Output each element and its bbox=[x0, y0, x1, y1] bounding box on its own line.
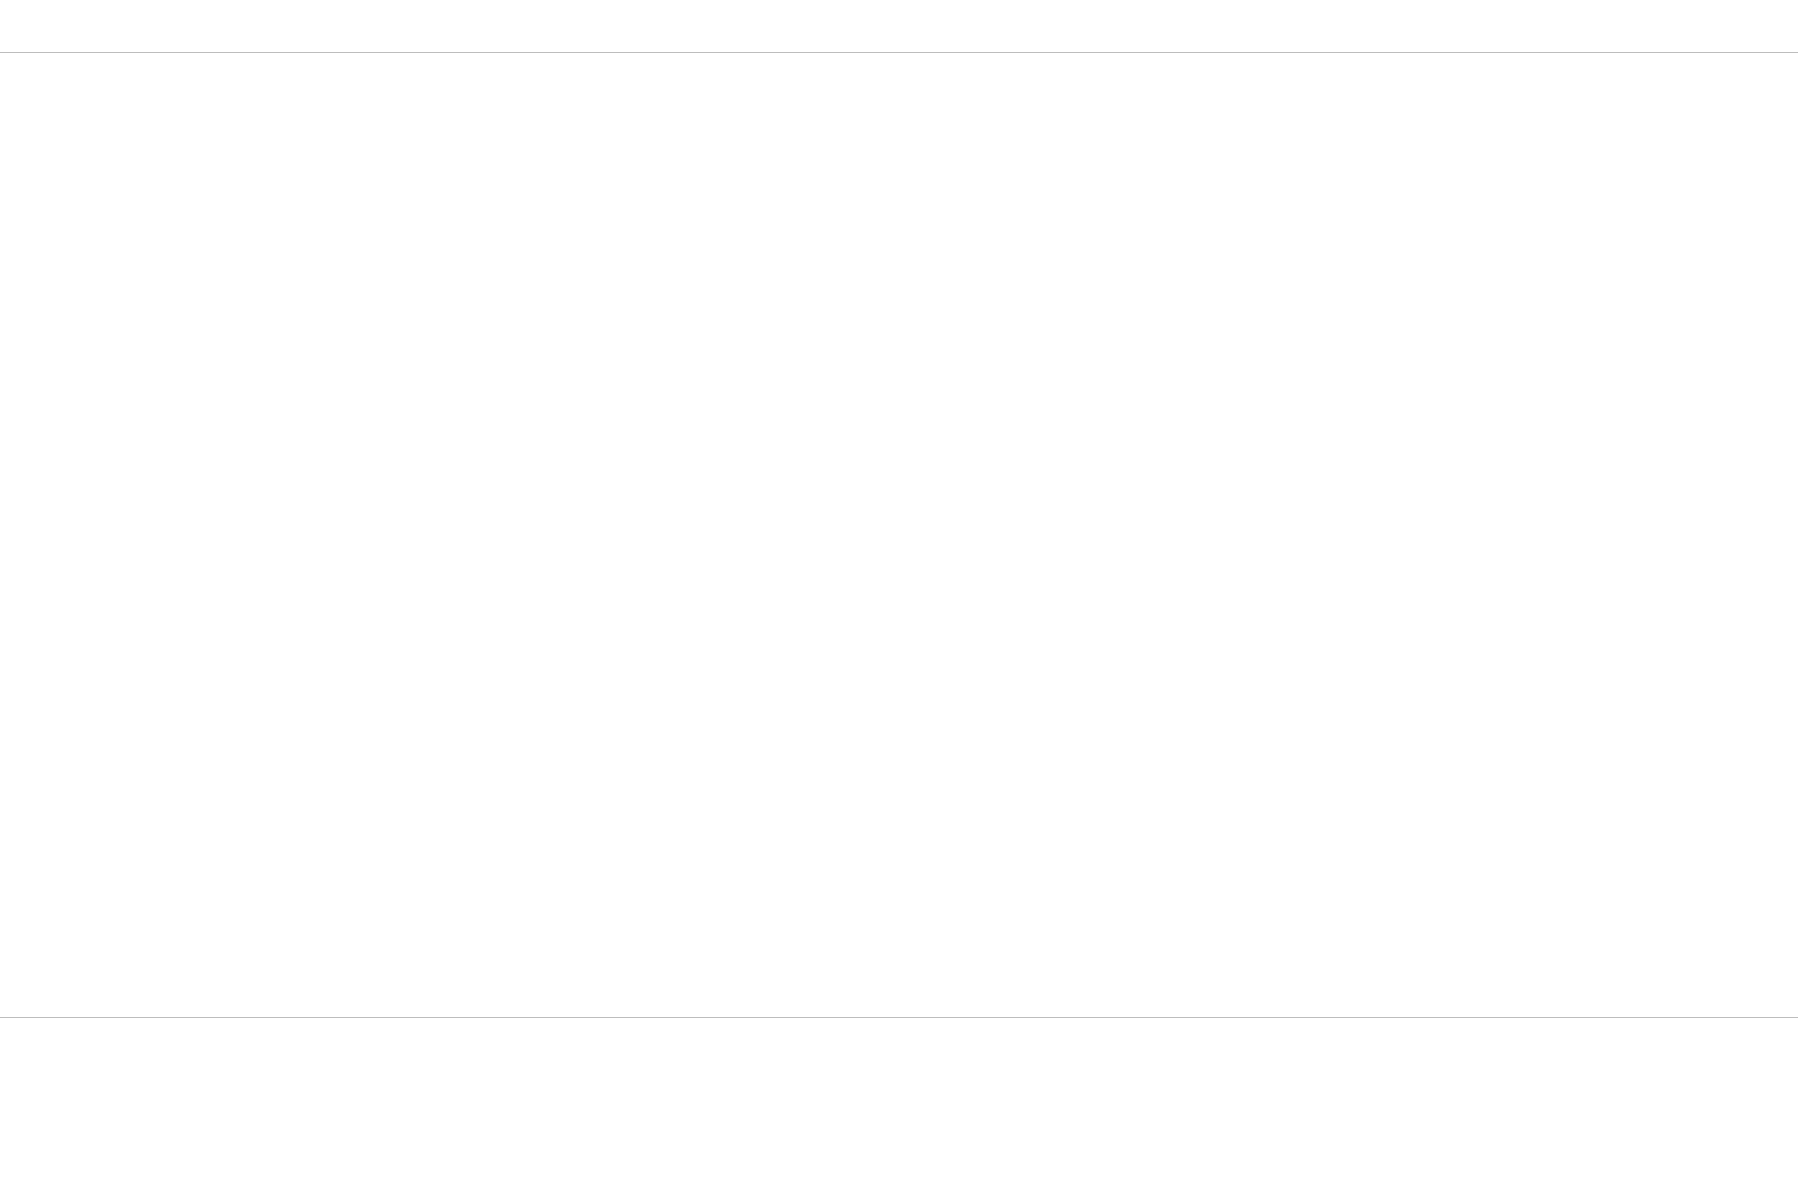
footnote-divider bbox=[0, 1017, 1798, 1018]
regression-table bbox=[0, 0, 1798, 53]
stat-header-row bbox=[0, 2, 1798, 53]
regression-table-container bbox=[0, 0, 1798, 53]
stat-header-spacer bbox=[0, 2, 1798, 53]
